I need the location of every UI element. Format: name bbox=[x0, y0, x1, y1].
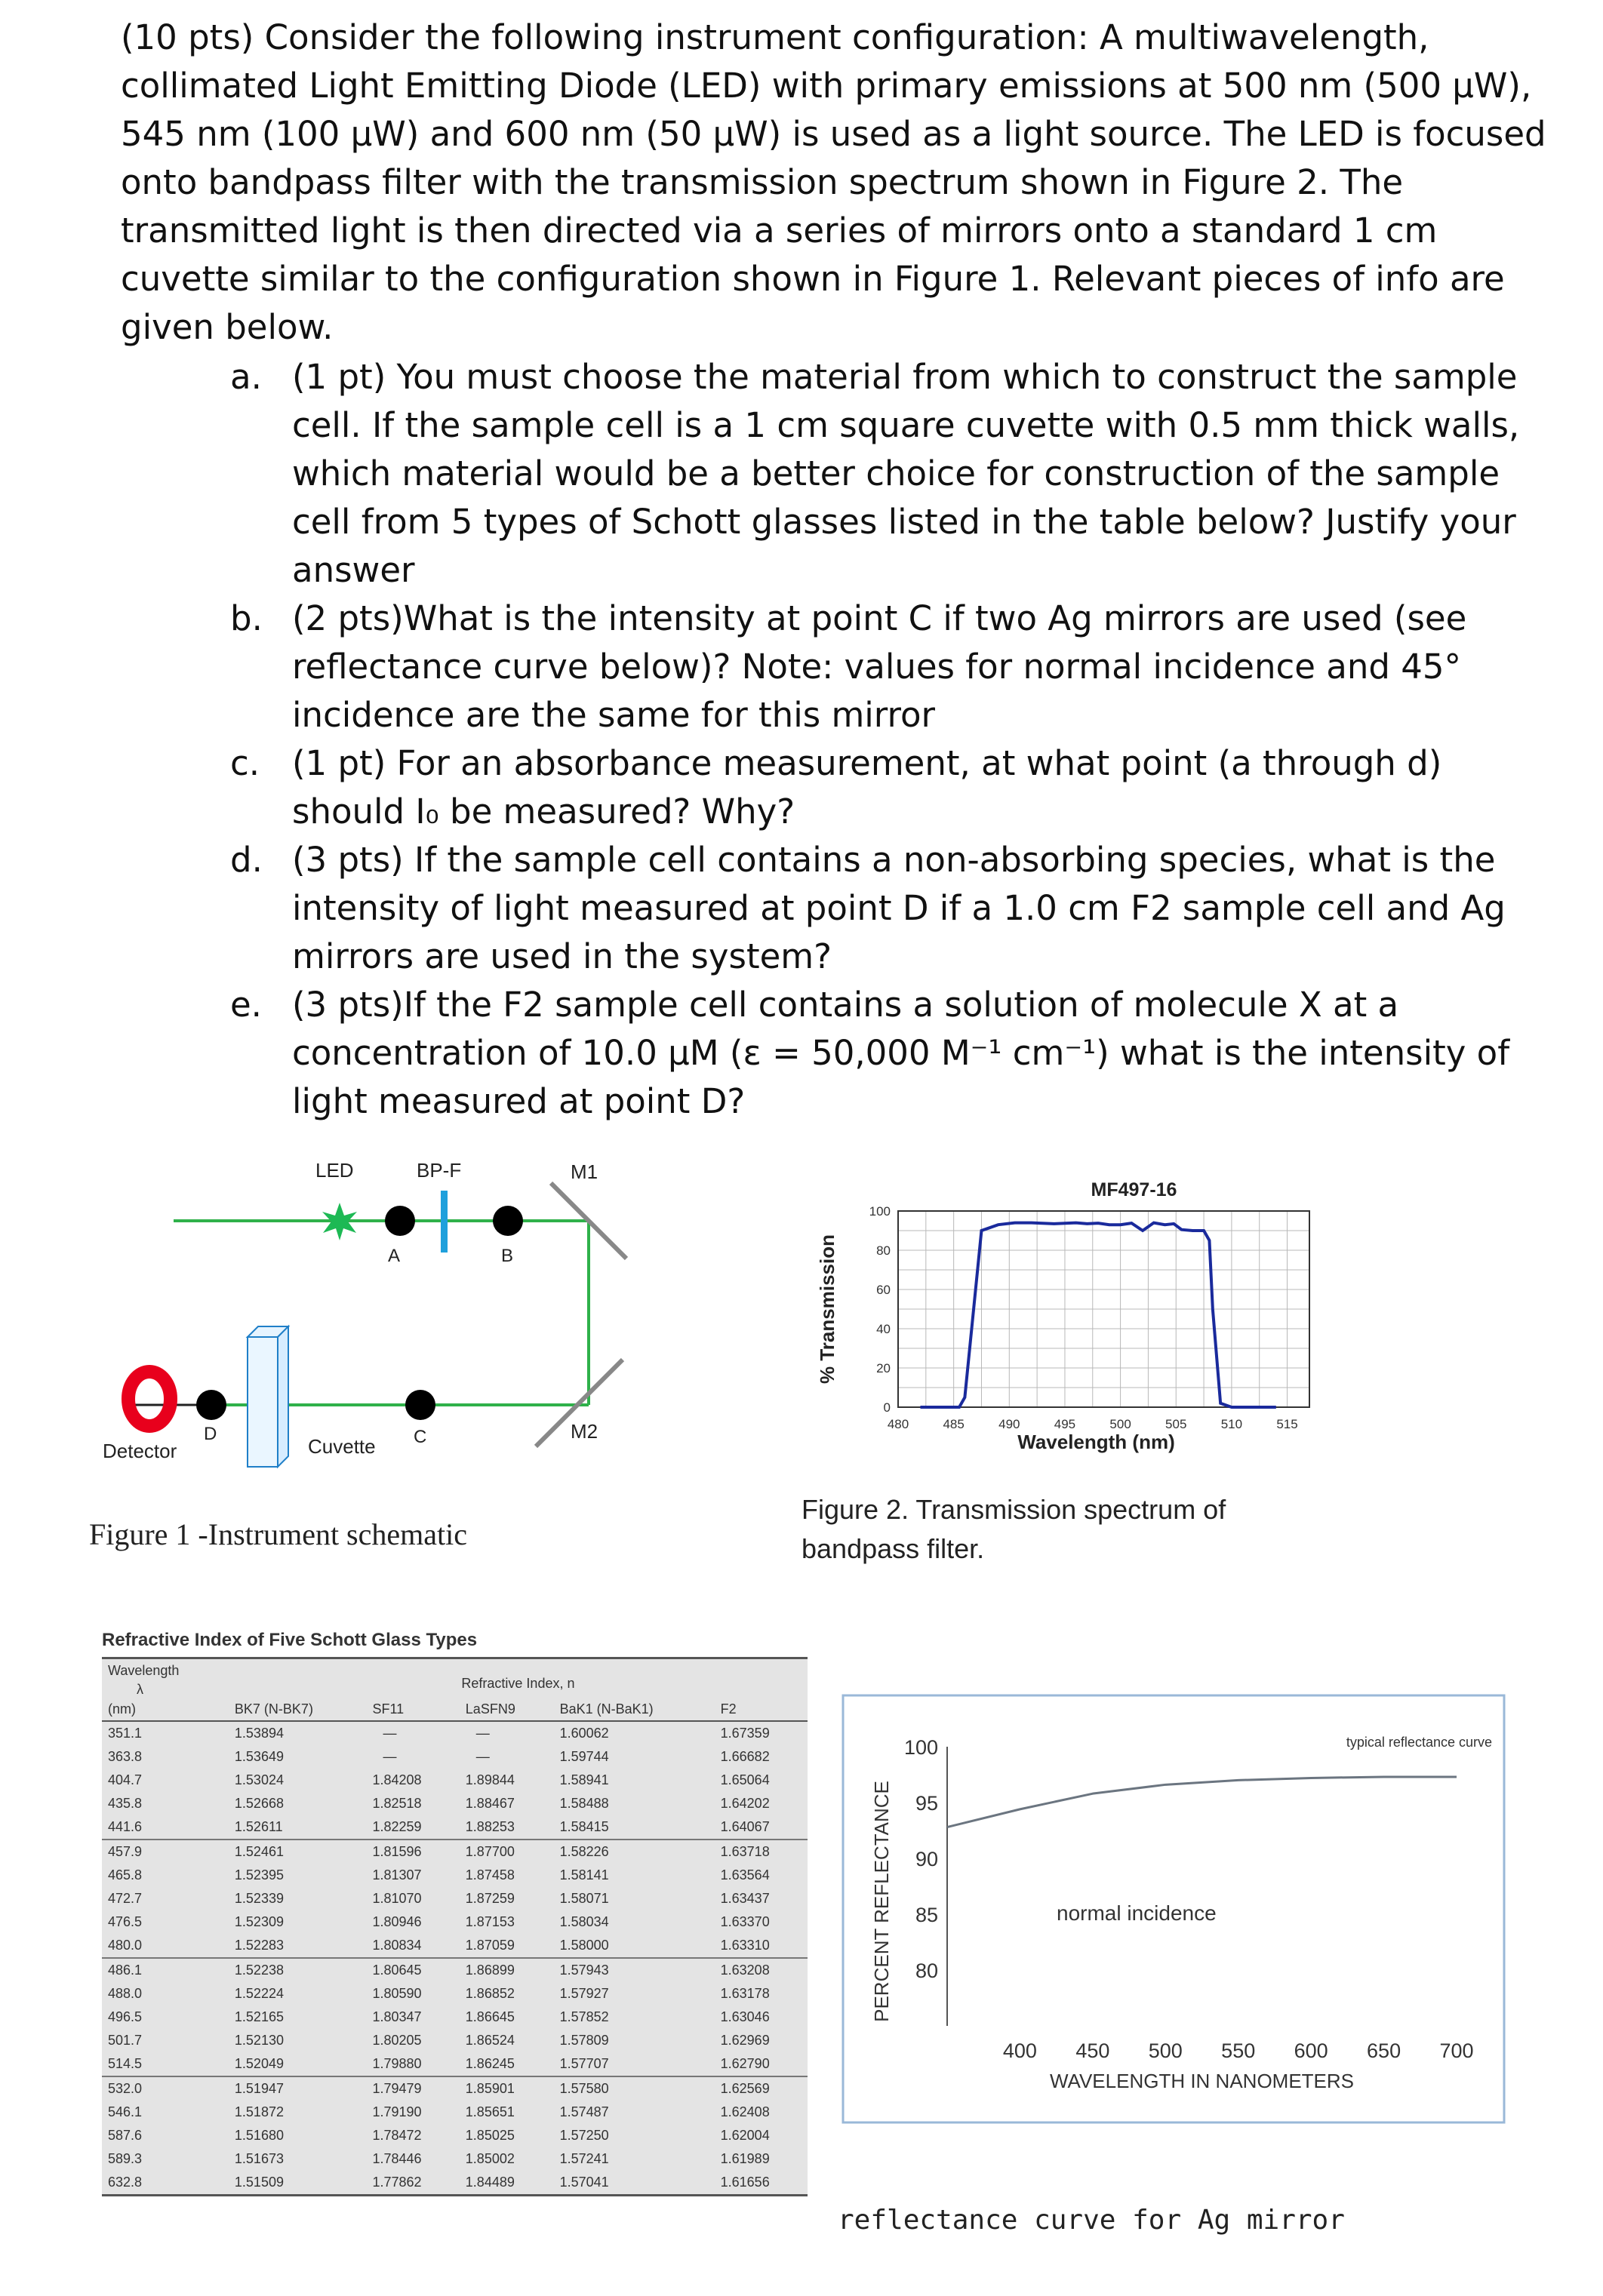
index-cell: 1.52238 bbox=[229, 1958, 367, 1982]
index-cell: 1.51872 bbox=[234, 2104, 284, 2119]
index-cell: 1.81070 bbox=[372, 1891, 422, 1906]
index-cell: 1.85025 bbox=[465, 2128, 515, 2143]
y-tick-label: 100 bbox=[869, 1204, 891, 1219]
chart-title: MF497-16 bbox=[1091, 1179, 1177, 1200]
index-cell: 1.85651 bbox=[465, 2104, 515, 2119]
index-cell: 1.87259 bbox=[465, 1891, 515, 1906]
column-header: SF11 bbox=[366, 1698, 459, 1721]
index-cell: 1.58226 bbox=[554, 1840, 715, 1864]
index-cell: 1.61989 bbox=[720, 2151, 770, 2166]
point-b-marker bbox=[493, 1206, 523, 1236]
index-cell: 1.85901 bbox=[460, 2076, 554, 2101]
x-tick-label: 500 bbox=[1109, 1417, 1131, 1431]
index-cell: 1.57927 bbox=[559, 1986, 609, 2001]
intro-paragraph: (10 pts) Consider the following instrument configuration: A multiwavelength, collimated Light Emitting Diode (LED) with primary emissions at 500 nm (500 μW), 545 nm (100 μW) and 600 nm (50 μW) is used as a light source. The LED is focused onto bandpass filter with the transmission spectrum shown in Figure 2. The transmitted light is then directed via a series of mirrors onto a standard 1 cm cuvette similar to the configuration shown in Figure 1. Relevant pieces of info are given below. bbox=[121, 17, 1546, 347]
index-cell: 1.52165 bbox=[234, 2009, 284, 2024]
index-cell: 1.63310 bbox=[720, 1938, 770, 1953]
question-e bbox=[230, 981, 1543, 1126]
question-c bbox=[230, 739, 1543, 836]
x-tick-label: 515 bbox=[1276, 1417, 1298, 1431]
bandpass-filter bbox=[441, 1191, 448, 1253]
point-a-marker bbox=[385, 1206, 415, 1236]
index-cell: 1.52309 bbox=[234, 1914, 284, 1929]
table-row bbox=[102, 1910, 808, 1934]
table-row bbox=[102, 2052, 808, 2076]
index-cell: — bbox=[383, 1726, 397, 1741]
index-cell: 1.86645 bbox=[465, 2009, 515, 2024]
index-cell: 1.79880 bbox=[372, 2056, 422, 2071]
table-row bbox=[102, 2006, 808, 2029]
wavelength-cell: 441.6 bbox=[108, 1819, 143, 1834]
label-c: C bbox=[414, 1427, 427, 1447]
index-cell: 1.79190 bbox=[372, 2104, 422, 2119]
index-cell: 1.87153 bbox=[465, 1914, 515, 1929]
wavelength-cell: 457.9 bbox=[102, 1840, 229, 1864]
x-tick-label: 450 bbox=[1075, 2039, 1110, 2062]
index-cell: 1.58141 bbox=[559, 1867, 609, 1883]
cuvette-icon bbox=[248, 1326, 288, 1467]
label-led: LED bbox=[315, 1159, 354, 1182]
wavelength-cell: 488.0 bbox=[108, 1986, 143, 2001]
detector-icon bbox=[128, 1372, 171, 1426]
index-cell: — bbox=[383, 1749, 397, 1764]
ag-reflectance-caption: reflectance curve for Ag mirror bbox=[838, 2205, 1345, 2236]
index-cell: 1.57852 bbox=[559, 2009, 609, 2024]
index-cell: 1.63046 bbox=[720, 2009, 770, 2024]
index-cell: 1.53024 bbox=[234, 1772, 284, 1787]
y-tick-label: 100 bbox=[903, 1736, 938, 1759]
index-cell: 1.52049 bbox=[234, 2056, 284, 2071]
table-row bbox=[102, 1958, 808, 1982]
index-cell: 1.52395 bbox=[234, 1867, 284, 1883]
x-tick-label: 650 bbox=[1367, 2039, 1401, 2062]
x-tick-label: 480 bbox=[887, 1417, 909, 1431]
wavelength-cell: 587.6 bbox=[108, 2128, 143, 2143]
index-cell: 1.80834 bbox=[372, 1938, 422, 1953]
index-cell: 1.80645 bbox=[366, 1958, 459, 1982]
question-label: c. bbox=[230, 743, 260, 783]
label-b: B bbox=[501, 1246, 514, 1266]
label-d: D bbox=[204, 1424, 217, 1444]
index-cell: 1.66682 bbox=[720, 1749, 770, 1764]
question-text: (2 pts)What is the intensity at point C if two Ag mirrors are used (see reflectance curve below)? Note: values for normal incidence and 45° incidence are the same for this mirror bbox=[292, 598, 1467, 735]
index-cell: 1.52461 bbox=[229, 1840, 367, 1864]
index-cell: 1.86524 bbox=[465, 2033, 515, 2048]
point-d-marker bbox=[196, 1390, 226, 1420]
column-header: LaSFN9 bbox=[460, 1698, 554, 1721]
index-cell: 1.62969 bbox=[720, 2033, 770, 2048]
index-cell: 1.57241 bbox=[559, 2151, 609, 2166]
x-tick-label: 490 bbox=[998, 1417, 1020, 1431]
index-cell: 1.60062 bbox=[559, 1726, 609, 1741]
index-cell: 1.63718 bbox=[715, 1840, 808, 1864]
table-row bbox=[102, 2029, 808, 2052]
transmission-chart bbox=[811, 1136, 1340, 1479]
x-tick-label: 400 bbox=[1002, 2039, 1037, 2062]
x-tick-label: 510 bbox=[1220, 1417, 1243, 1431]
index-cell: 1.80205 bbox=[372, 2033, 422, 2048]
index-cell: 1.58071 bbox=[559, 1891, 609, 1906]
index-cell: 1.57250 bbox=[559, 2128, 609, 2143]
wavelength-cell: 632.8 bbox=[102, 2171, 229, 2196]
y-tick-label: 40 bbox=[876, 1322, 891, 1336]
table-row bbox=[102, 2101, 808, 2124]
wavelength-cell: 501.7 bbox=[108, 2033, 143, 2048]
index-cell: 1.52224 bbox=[234, 1986, 284, 2001]
question-text: (3 pts)If the F2 sample cell contains a solution of molecule X at a concentration of 10.0 μM (ε = 50,000 M⁻¹ cm⁻¹) what is the intensity of light measured at point D? bbox=[292, 985, 1510, 1121]
index-cell: 1.59744 bbox=[559, 1749, 609, 1764]
column-header: BaK1 (N-BaK1) bbox=[554, 1698, 715, 1721]
header-unit: (nm) bbox=[102, 1698, 229, 1721]
point-c-marker bbox=[405, 1390, 435, 1420]
question-d bbox=[230, 836, 1543, 981]
index-cell: 1.52668 bbox=[234, 1796, 284, 1811]
x-tick-label: 600 bbox=[1294, 2039, 1328, 2062]
header-lambda: λ bbox=[137, 1682, 143, 1697]
index-cell: 1.52611 bbox=[234, 1819, 283, 1834]
schott-glass-table bbox=[102, 1657, 808, 2196]
label-m1: M1 bbox=[571, 1160, 598, 1183]
index-cell: 1.63178 bbox=[720, 1986, 770, 2001]
x-tick-label: 485 bbox=[943, 1417, 965, 1431]
y-tick-label: 90 bbox=[915, 1848, 938, 1870]
question-text: (1 pt) For an absorbance measurement, at what point (a through d) should I₀ be measured? Why? bbox=[292, 743, 1442, 831]
normal-incidence-annotation: normal incidence bbox=[1057, 1901, 1217, 1925]
index-cell: 1.57809 bbox=[559, 2033, 609, 2048]
wavelength-cell: 496.5 bbox=[108, 2009, 143, 2024]
header-wavelength: Wavelength bbox=[102, 1658, 229, 1683]
index-cell: 1.78472 bbox=[372, 2128, 422, 2143]
index-cell: 1.57580 bbox=[554, 2076, 715, 2101]
index-cell: 1.82259 bbox=[372, 1819, 422, 1834]
index-cell: 1.53649 bbox=[234, 1749, 284, 1764]
table-row bbox=[102, 2124, 808, 2147]
table-title: Refractive Index of Five Schott Glass Types bbox=[102, 1630, 478, 1650]
y-tick-label: 60 bbox=[876, 1283, 891, 1297]
index-cell: 1.86899 bbox=[460, 1958, 554, 1982]
index-cell: 1.58034 bbox=[559, 1914, 609, 1929]
index-cell: 1.58488 bbox=[559, 1796, 609, 1811]
y-tick-label: 80 bbox=[876, 1243, 891, 1258]
index-cell: 1.57487 bbox=[559, 2104, 609, 2119]
instrument-schematic bbox=[91, 1132, 709, 1494]
figure-2-caption: Figure 2. Transmission spectrum of bandpass filter. bbox=[802, 1494, 1226, 1564]
question-a bbox=[230, 353, 1543, 595]
index-cell: 1.88467 bbox=[465, 1796, 515, 1811]
x-tick-label: 495 bbox=[1054, 1417, 1076, 1431]
table-row bbox=[102, 1982, 808, 2006]
index-cell: 1.62408 bbox=[720, 2104, 770, 2119]
index-cell: 1.67359 bbox=[720, 1726, 770, 1741]
index-cell: 1.51509 bbox=[229, 2171, 367, 2196]
index-cell: 1.81307 bbox=[372, 1867, 422, 1883]
index-cell: 1.64202 bbox=[720, 1796, 770, 1811]
index-cell: 1.57707 bbox=[559, 2056, 609, 2071]
column-header: F2 bbox=[715, 1698, 808, 1721]
index-cell: 1.52283 bbox=[234, 1938, 284, 1953]
label-cuvette: Cuvette bbox=[308, 1435, 376, 1458]
x-tick-label: 505 bbox=[1165, 1417, 1187, 1431]
question-text: (3 pts) If the sample cell contains a non-absorbing species, what is the intensity of light measured at point D if a 1.0 cm F2 sample cell and Ag mirrors are used in the system? bbox=[292, 840, 1506, 976]
x-tick-label: 700 bbox=[1439, 2039, 1474, 2062]
label-bpf: BP-F bbox=[417, 1159, 462, 1182]
wavelength-cell: 532.0 bbox=[102, 2076, 229, 2101]
question-text: (1 pt) You must choose the material from which to construct the sample cell. If the sample cell is a 1 cm square cuvette with 0.5 mm thick walls, which material would be a better choice for construction of the sample cell from 5 types of Schott glasses listed in the table below? Justify your answer bbox=[292, 357, 1520, 590]
wavelength-cell: 476.5 bbox=[108, 1914, 143, 1929]
x-tick-label: 550 bbox=[1221, 2039, 1256, 2062]
wavelength-cell: 546.1 bbox=[108, 2104, 143, 2119]
wavelength-cell: 514.5 bbox=[108, 2056, 143, 2071]
table-row bbox=[102, 1864, 808, 1887]
index-cell: 1.80590 bbox=[372, 1986, 422, 2001]
table-row bbox=[102, 1721, 808, 1745]
wavelength-cell: 472.7 bbox=[108, 1891, 143, 1906]
index-cell: 1.87059 bbox=[465, 1938, 515, 1953]
wavelength-cell: 465.8 bbox=[108, 1867, 143, 1883]
index-cell: 1.62790 bbox=[720, 2056, 770, 2071]
index-cell: 1.89844 bbox=[465, 1772, 515, 1787]
index-cell: 1.87458 bbox=[465, 1867, 515, 1883]
index-cell: 1.63208 bbox=[715, 1958, 808, 1982]
y-axis-label: % Transmission bbox=[816, 1234, 838, 1384]
x-axis-label: Wavelength (nm) bbox=[1017, 1431, 1175, 1453]
index-cell: 1.87700 bbox=[460, 1840, 554, 1864]
index-cell: 1.51680 bbox=[234, 2128, 284, 2143]
index-cell: 1.52130 bbox=[234, 2033, 284, 2048]
index-cell: 1.63437 bbox=[720, 1891, 770, 1906]
question-label: a. bbox=[230, 357, 262, 397]
y-tick-label: 0 bbox=[883, 1400, 891, 1415]
table-row bbox=[102, 1792, 808, 1815]
label-detector: Detector bbox=[103, 1440, 177, 1462]
index-cell: 1.85002 bbox=[465, 2151, 515, 2166]
index-cell: 1.81596 bbox=[366, 1840, 459, 1864]
table-row bbox=[102, 1769, 808, 1792]
index-cell: 1.53894 bbox=[234, 1726, 284, 1741]
index-cell: 1.58000 bbox=[559, 1938, 609, 1953]
index-cell: 1.84208 bbox=[372, 1772, 422, 1787]
index-cell: 1.63370 bbox=[720, 1914, 770, 1929]
y-tick-label: 20 bbox=[876, 1361, 891, 1375]
index-cell: 1.80946 bbox=[372, 1914, 422, 1929]
index-cell: 1.86245 bbox=[465, 2056, 515, 2071]
question-list bbox=[230, 353, 1543, 1126]
index-cell: 1.62569 bbox=[715, 2076, 808, 2101]
y-tick-label: 85 bbox=[915, 1904, 938, 1926]
index-cell: 1.51673 bbox=[234, 2151, 284, 2166]
index-cell: 1.61656 bbox=[715, 2171, 808, 2196]
index-cell: 1.86852 bbox=[465, 1986, 515, 2001]
question-label: d. bbox=[230, 840, 263, 880]
x-axis-label: WAVELENGTH IN NANOMETERS bbox=[1049, 2070, 1355, 2092]
question-b bbox=[230, 595, 1543, 739]
index-cell: 1.82518 bbox=[372, 1796, 422, 1811]
question-label: b. bbox=[230, 598, 263, 638]
index-cell: — bbox=[475, 1749, 490, 1764]
label-a: A bbox=[388, 1246, 401, 1266]
reflectance-chart bbox=[841, 1694, 1506, 2124]
wavelength-cell: 589.3 bbox=[108, 2151, 143, 2166]
table-row bbox=[102, 1887, 808, 1910]
index-cell: 1.79479 bbox=[366, 2076, 459, 2101]
index-cell: 1.63564 bbox=[720, 1867, 770, 1883]
column-header: BK7 (N-BK7) bbox=[229, 1698, 367, 1721]
index-cell: 1.57041 bbox=[554, 2171, 715, 2196]
wavelength-cell: 404.7 bbox=[108, 1772, 143, 1787]
question-label: e. bbox=[230, 985, 262, 1025]
wavelength-cell: 480.0 bbox=[108, 1938, 143, 1953]
table-row bbox=[102, 2076, 808, 2101]
wavelength-cell: 486.1 bbox=[102, 1958, 229, 1982]
y-tick-label: 80 bbox=[915, 1959, 938, 1982]
index-cell: 1.58941 bbox=[559, 1772, 609, 1787]
index-cell: 1.62004 bbox=[720, 2128, 770, 2143]
index-cell: 1.51947 bbox=[229, 2076, 367, 2101]
wavelength-cell: 435.8 bbox=[108, 1796, 143, 1811]
table-row bbox=[102, 1934, 808, 1958]
index-cell: — bbox=[475, 1726, 490, 1741]
label-m2: M2 bbox=[571, 1420, 598, 1443]
index-cell: 1.77862 bbox=[366, 2171, 459, 2196]
y-tick-label: 95 bbox=[915, 1792, 938, 1815]
header-refractive-index: Refractive Index, n bbox=[229, 1658, 808, 1698]
index-cell: 1.88253 bbox=[465, 1819, 515, 1834]
table-row bbox=[102, 1840, 808, 1864]
y-axis-label: PERCENT REFLECTANCE bbox=[870, 1781, 893, 2022]
index-cell: 1.78446 bbox=[372, 2151, 422, 2166]
index-cell: 1.64067 bbox=[720, 1819, 770, 1834]
index-cell: 1.57943 bbox=[554, 1958, 715, 1982]
wavelength-cell: 351.1 bbox=[108, 1726, 143, 1741]
wavelength-cell: 363.8 bbox=[108, 1749, 143, 1764]
index-cell: 1.80347 bbox=[372, 2009, 422, 2024]
index-cell: 1.84489 bbox=[460, 2171, 554, 2196]
table-row bbox=[102, 2147, 808, 2171]
table-row bbox=[102, 1815, 808, 1840]
index-cell: 1.65064 bbox=[720, 1772, 770, 1787]
index-cell: 1.52339 bbox=[234, 1891, 284, 1906]
index-cell: 1.58415 bbox=[559, 1819, 609, 1834]
table-row bbox=[102, 2171, 808, 2196]
figure-1-caption: Figure 1 -Instrument schematic bbox=[89, 1517, 467, 1551]
chart-title: typical reflectance curve bbox=[1346, 1735, 1492, 1750]
table-row bbox=[102, 1745, 808, 1769]
x-tick-label: 500 bbox=[1148, 2039, 1183, 2062]
